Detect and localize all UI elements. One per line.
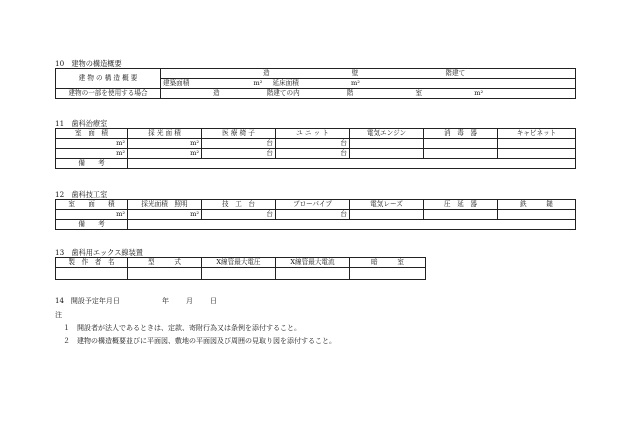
cell [498, 210, 576, 220]
header-darkroom: 暗 室 [350, 258, 426, 268]
cell: 台 [202, 210, 276, 220]
opening-date-label: 14 開設予定年月日 [55, 297, 120, 305]
header-lab-bench: 技 工 台 [202, 200, 276, 210]
table-row [56, 139, 576, 149]
header-cabinet: キャビネット [498, 129, 576, 139]
cell [350, 210, 424, 220]
zou-text: 造 [213, 89, 220, 98]
remarks-label: 備 考 [56, 159, 128, 169]
section-12-title: 12 歯科技工室 [55, 190, 108, 199]
header-room-area: 室 面 積 [56, 200, 128, 210]
section-10-title: 10 建物の構造概要 [55, 59, 122, 68]
floor-area-label: 延床面積 [272, 79, 299, 88]
header-unit: ユ ニ ッ ト [276, 129, 350, 139]
header-light-lighting: 採光面積 照明 [128, 200, 202, 210]
cell [276, 268, 350, 280]
cell: 台 [202, 139, 276, 149]
notes-heading: 注 [55, 311, 62, 319]
header-room-area: 室 面 積 [56, 129, 128, 139]
month-text: 月 [186, 297, 193, 305]
remarks-cell [128, 159, 576, 169]
cell [350, 149, 424, 159]
remarks-cell [128, 220, 576, 230]
kaidate-text: 階建て [445, 69, 466, 78]
remarks-label: 備 考 [56, 220, 128, 230]
building-area-label: 建築面積 [163, 79, 190, 88]
cell: m² [128, 210, 202, 220]
header-rolling-mill: 圧 延 器 [424, 200, 498, 210]
note-2: ２ 建物の構造概要並びに平面図、敷地の平面図及び周囲の見取り図を添付すること。 [63, 337, 336, 345]
header-sterilizer: 消 毒 器 [424, 129, 498, 139]
building-structure-table [55, 68, 576, 99]
header-max-current: X線管最大電流 [276, 258, 350, 268]
cell [128, 268, 202, 280]
header-blowpipe: ブローパイプ [276, 200, 350, 210]
table-row [56, 149, 576, 159]
cell [424, 139, 498, 149]
m2-unit: m² [350, 79, 360, 88]
section-11-title: 11 歯科治療室 [55, 119, 108, 128]
cell [350, 139, 424, 149]
room-text: 室 [415, 89, 423, 98]
cell: 台 [276, 139, 350, 149]
cell: m² [56, 149, 128, 159]
cell [424, 210, 498, 220]
zou-text: 造 [263, 69, 270, 78]
header-max-voltage: X線管最大電圧 [202, 258, 276, 268]
treatment-room-table [55, 128, 576, 169]
cell [56, 268, 128, 280]
header-hammer: 鉄 鎚 [498, 200, 576, 210]
header-manufacturer: 製 作 者 名 [56, 258, 128, 268]
cell: 台 [276, 210, 350, 220]
header-model: 型 式 [128, 258, 202, 268]
table-row [56, 210, 576, 220]
partial-use-label: 建物の一部を使用する場合 [56, 89, 161, 99]
header-electric-lathe: 電気レーズ [350, 200, 424, 210]
m2-unit: m² [253, 79, 263, 88]
year-text: 年 [162, 297, 169, 305]
structure-label: 建 物 の 構 造 概 要 [56, 69, 161, 89]
cell [498, 149, 576, 159]
floors-inside-text: 階建ての内 [266, 89, 300, 98]
m2-unit: m² [474, 89, 484, 98]
cell: m² [128, 149, 202, 159]
kabe-text: 壁 [351, 69, 359, 78]
day-text: 日 [210, 297, 217, 305]
table-row [56, 268, 426, 280]
cell [202, 268, 276, 280]
xray-device-table [55, 257, 426, 280]
cell: m² [128, 139, 202, 149]
cell [424, 149, 498, 159]
cell: 台 [276, 149, 350, 159]
header-medical-chair: 医 療 椅 子 [202, 129, 276, 139]
header-light-area: 採 光 面 積 [128, 129, 202, 139]
cell: m² [56, 139, 128, 149]
cell [498, 139, 576, 149]
lab-room-table [55, 199, 576, 230]
section-13-title: 13 歯科用エックス線装置 [55, 248, 143, 257]
cell: m² [56, 210, 128, 220]
header-electric-engine: 電気エンジン [350, 129, 424, 139]
cell [350, 268, 426, 280]
floor-text: 階 [346, 89, 354, 98]
note-1: １ 開設者が法人であるときは、定款、寄附行為又は条例を添付すること。 [63, 324, 301, 332]
cell: 台 [202, 149, 276, 159]
